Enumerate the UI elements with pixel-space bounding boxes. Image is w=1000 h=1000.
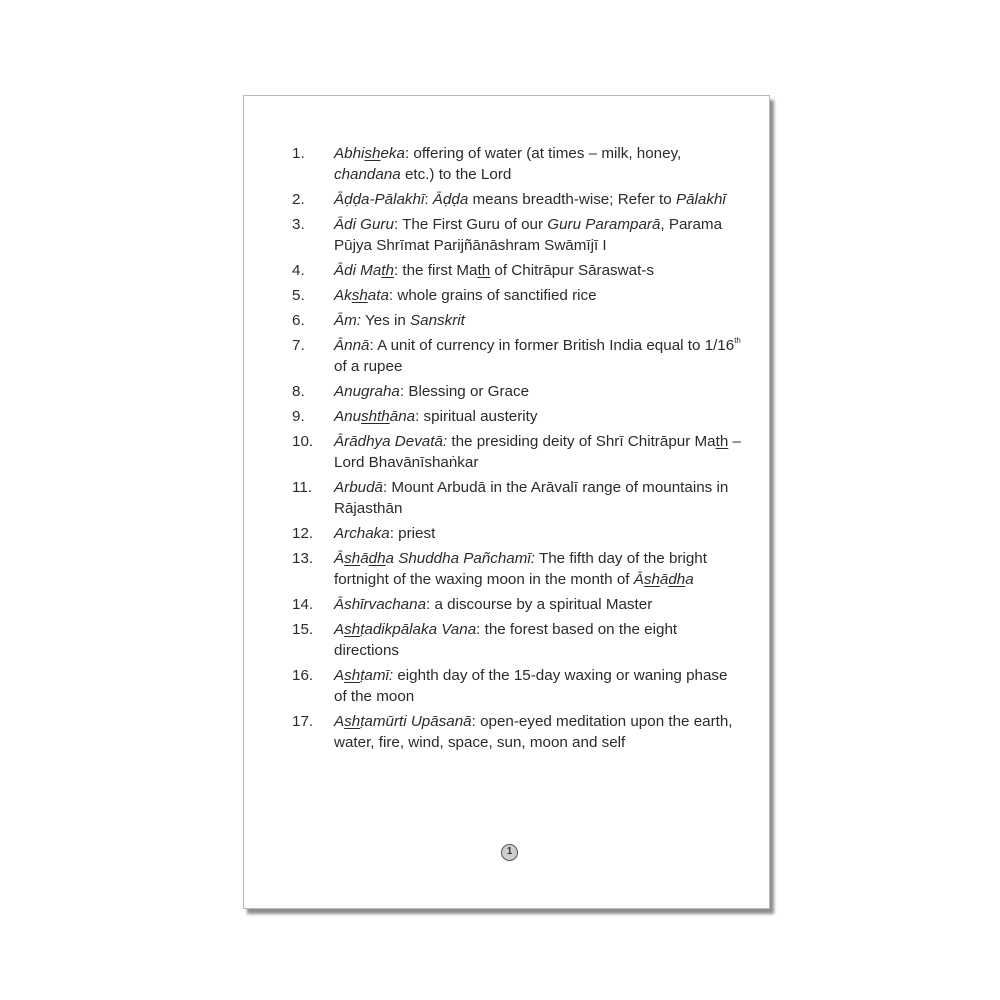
entry-term-text: sh [344,621,361,638]
entry-term-text: a [685,571,694,588]
glossary-list [292,143,742,757]
entry-text [334,665,742,707]
entry-term-text: Ak [334,287,352,304]
entry-term-text: shth [361,408,390,425]
entry-term-text: Ā [633,571,644,588]
entry-number: 13. [292,550,314,567]
entry-number: 14. [292,596,314,613]
entry-text [334,285,742,306]
entry-term-text: sh [364,145,381,162]
entry-number: 7. [292,337,305,354]
entry-term-text: Arbudā [334,479,383,496]
entry-definition-text: : Blessing or Grace [399,383,530,400]
entry-text [334,523,742,544]
entry-number: 12. [292,525,314,542]
entry-term-text: dh [668,571,686,588]
glossary-entry [292,406,742,427]
entry-term-text: sh [643,571,660,588]
entry-term-text: Āḍḍa [432,191,469,208]
entry-text [334,189,742,210]
entry-term-text: Anu [334,408,362,425]
entry-term-text: Ārādhya Devatā: [334,433,448,450]
entry-term-text: Āshīrvachana [334,596,427,613]
entry-definition-text: The fifth day of the bright fortnight of the waxing moon in the month of [334,550,707,588]
entry-term-text: sh [344,550,361,567]
entry-text [334,711,742,753]
entry-term-text: Ām: [334,312,362,329]
entry-term-text: Āḍḍa-Pālakhī [334,191,425,208]
entry-number: 10. [292,433,314,450]
entry-term-text: ata [367,287,389,304]
entry-definition-text: : priest [389,525,436,542]
entry-term-text: ā [360,550,369,567]
glossary-entry [292,310,742,331]
entry-definition-text: : [424,191,433,208]
entry-text [334,310,742,331]
entry-definition-text: : the first Ma [393,262,478,279]
glossary-entry [292,335,742,377]
entry-definition-text: – Lord Bhavānīshaṅkar [334,433,741,471]
entry-definition-text: : the forest based on the eight directions [334,621,678,659]
entry-term-text: Ādi Ma [334,262,382,279]
entry-term-text: Ā [334,550,345,567]
entry-term-text: A [334,667,345,684]
entry-number: 11. [292,479,312,496]
entry-term-text: Anugraha [334,383,400,400]
entry-definition-text: means breadth-wise; Refer to [468,191,676,208]
page-number-badge: 1 [501,844,518,861]
entry-term-text: Archaka [334,525,390,542]
entry-definition-text: : The First Guru of our [393,216,548,233]
glossary-entry [292,619,742,661]
entry-definition-text: : open-eyed meditation upon the earth, water, fire, wind, space, sun, moon and self [334,713,733,751]
entry-term-text: th [381,262,394,279]
entry-number: 16. [292,667,314,684]
entry-number: 17. [292,713,314,730]
entry-term-text: A [334,621,345,638]
entry-text [334,406,742,427]
entry-number: 2. [292,191,305,208]
entry-text [334,381,742,402]
entry-text [334,431,742,473]
entry-term-text: th [715,433,729,450]
entry-term-text: Guru Paramparā [547,216,661,233]
entry-definition-text: : A unit of currency in former British India equal to 1/16 [369,337,735,354]
entry-text [334,260,742,281]
entry-number: 9. [292,408,305,425]
glossary-entry [292,381,742,402]
entry-term-text: a Shuddha Pañchamī: [385,550,535,567]
glossary-entry [292,711,742,753]
entry-text [334,619,742,661]
entry-text [334,214,742,256]
entry-term-text: ṭadikpālaka Vana [360,621,477,638]
glossary-entry [292,665,742,707]
glossary-entry [292,285,742,306]
entry-number: 8. [292,383,305,400]
entry-definition-text: : whole grains of sanctified rice [388,287,597,304]
glossary-entry [292,431,742,473]
entry-term-text: th [477,262,491,279]
entry-number: 6. [292,312,305,329]
entry-text [334,477,742,519]
entry-term-text: Sanskrit [410,312,465,329]
entry-definition-text: : spiritual austerity [415,408,538,425]
glossary-entry [292,594,742,615]
book-page [243,95,770,909]
entry-number: 5. [292,287,305,304]
entry-definition-text: etc.) to the Lord [400,166,512,183]
glossary-entry [292,548,742,590]
glossary-entry [292,214,742,256]
entry-text [334,594,742,615]
entry-term-text: āna [389,408,416,425]
entry-number: 15. [292,621,314,638]
entry-term-text: dh [368,550,386,567]
entry-definition-text: : Mount Arbudā in the Arāvalī range of mountains in Rājasthān [334,479,729,517]
entry-text [334,548,742,590]
entry-term-text: Abhi [334,145,365,162]
entry-definition-text: Yes in [361,312,410,329]
entry-term-text: sh [344,667,361,684]
glossary-entry [292,523,742,544]
entry-term-text: th [734,336,741,345]
entry-definition-text: the presiding deity of Shrī Chitrāpur Ma [447,433,716,450]
entry-text [334,335,742,377]
entry-definition-text: : a discourse by a spiritual Master [426,596,653,613]
entry-term-text: sh [351,287,368,304]
glossary-entry [292,477,742,519]
entry-definition-text: of Chitrāpur Sāraswat-s [490,262,654,279]
entry-definition-text: : offering of water (at times – milk, honey, [404,145,682,162]
entry-term-text: A [334,713,345,730]
entry-text [334,143,742,185]
glossary-entry [292,143,742,185]
entry-term-text: ā [659,571,669,588]
entry-number: 4. [292,262,305,279]
entry-term-text: eka [380,145,405,162]
entry-number: 3. [292,216,305,233]
entry-number: 1. [292,145,305,162]
entry-definition-text: eighth day of the 15-day waxing or waning phase of the moon [334,667,728,705]
entry-term-text: ṭamī: [360,667,394,684]
entry-term-text: Pālakhī [675,191,726,208]
entry-term-text: ṭamūrti Upāsanā [360,713,472,730]
entry-definition-text: of a rupee [334,358,403,375]
entry-term-text: Ādi Guru [334,216,394,233]
entry-term-text: sh [344,713,361,730]
entry-term-text: chandana [334,166,401,183]
glossary-entry [292,260,742,281]
entry-term-text: Ānnā [334,337,370,354]
entry-definition-text: , Parama Pūjya Shrīmat Parijñānāshram Swāmījī I [334,216,723,254]
glossary-entry [292,189,742,210]
